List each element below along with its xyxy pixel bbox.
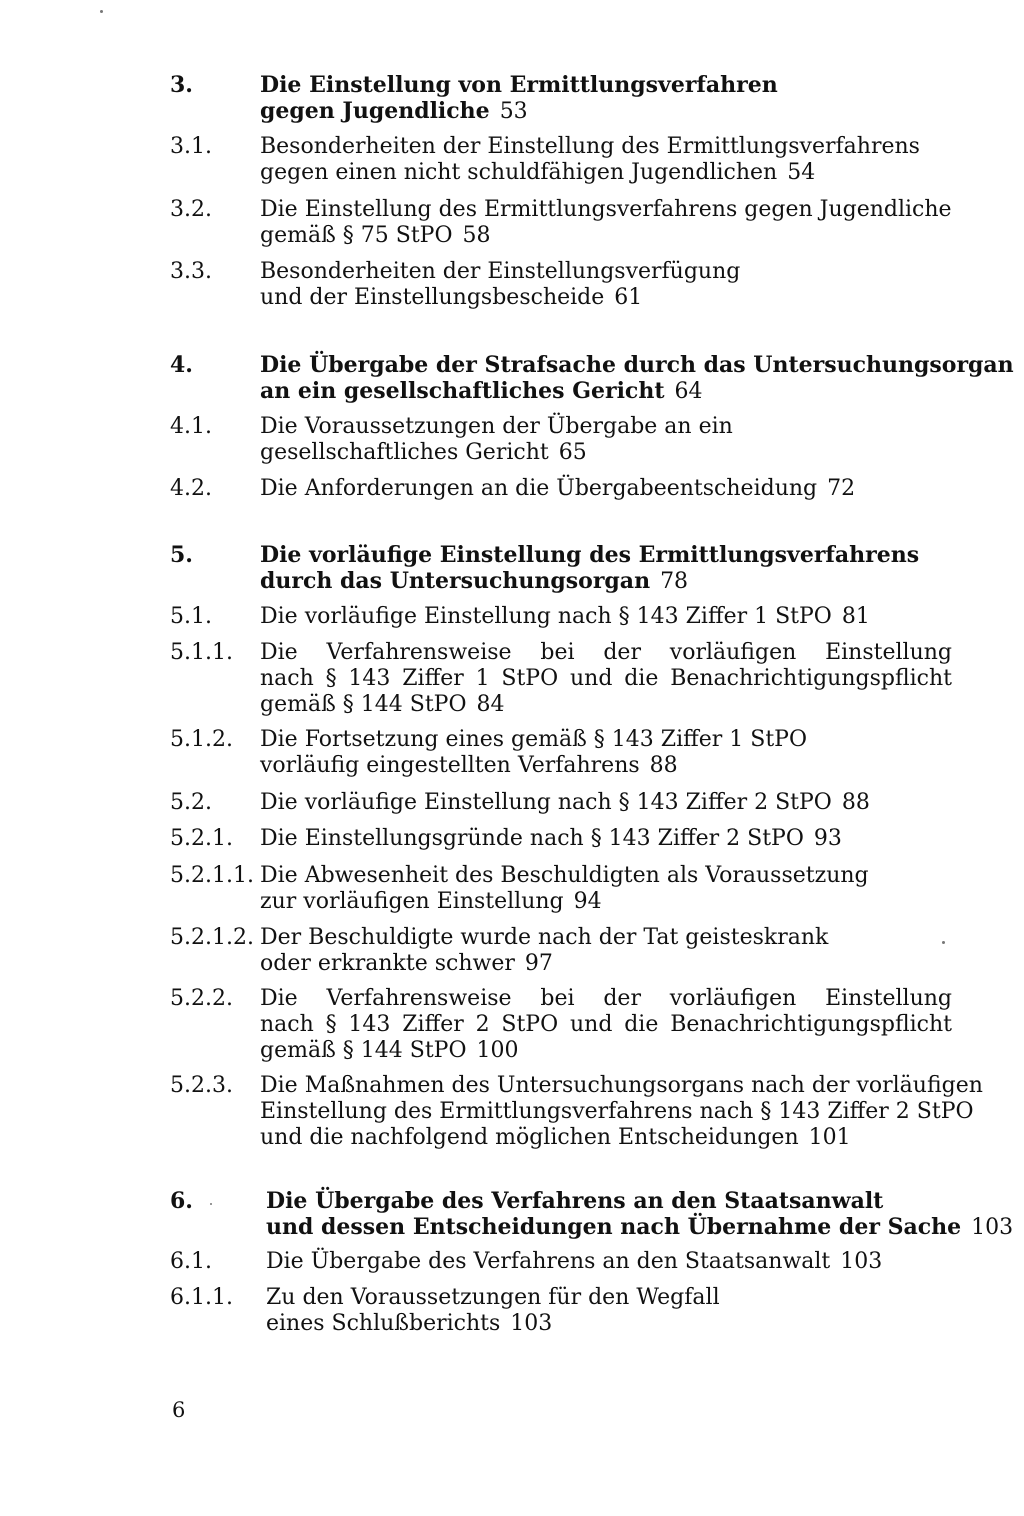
toc-title-line bbox=[260, 223, 960, 249]
toc-entry-title bbox=[260, 986, 960, 1064]
toc-title-line bbox=[260, 568, 960, 595]
toc-entry-number: 3.3. bbox=[170, 259, 212, 284]
toc-title-text: Die Anforderungen an die Übergabeentscheidung bbox=[260, 476, 818, 501]
toc-page-ref: 100 bbox=[476, 1038, 519, 1063]
toc-entry-number: 3.2. bbox=[170, 197, 212, 222]
toc-title-text: gemäß § 144 StPO bbox=[260, 692, 467, 717]
toc-page-ref: 88 bbox=[649, 753, 678, 778]
toc-title-line bbox=[260, 197, 960, 223]
toc-title-line bbox=[260, 692, 952, 718]
toc-title-text: Die vorläufige Einstellung nach § 143 Ziffer 2 StPO bbox=[260, 790, 832, 815]
toc-title-text: Die Einstellungsgründe nach § 143 Ziffer 2 StPO bbox=[260, 826, 804, 851]
toc-title-text: Die Maßnahmen des Untersuchungsorgans nach der vorläufigen bbox=[260, 1073, 983, 1098]
toc-entry-number: 5.2.3. bbox=[170, 1073, 233, 1098]
toc-title-line bbox=[260, 727, 960, 753]
toc-entry-title bbox=[266, 1285, 966, 1337]
toc-title-line bbox=[260, 666, 952, 692]
toc-title-text: Die Verfahrensweise bei der vorläufigen Einstellung bbox=[260, 986, 952, 1011]
toc-title-text: Die Voraussetzungen der Übergabe an ein bbox=[260, 414, 733, 439]
toc-title-text: und der Einstellungsbescheide bbox=[260, 285, 605, 310]
toc-title-text: Die vorläufige Einstellung des Ermittlungsverfahrens bbox=[260, 542, 920, 568]
toc-entry-title bbox=[260, 134, 960, 186]
toc-title-text: Die Verfahrensweise bei der vorläufigen Einstellung bbox=[260, 640, 952, 665]
toc-title-line bbox=[260, 889, 960, 915]
toc-title-line bbox=[260, 476, 960, 502]
toc-page-ref: 103 bbox=[510, 1311, 553, 1336]
toc-page-ref: 53 bbox=[499, 99, 528, 124]
toc-title-line bbox=[260, 98, 960, 125]
toc-title-line bbox=[260, 925, 960, 951]
toc-title-text: Die Einstellung von Ermittlungsverfahren bbox=[260, 72, 778, 98]
toc-page-ref: 54 bbox=[787, 160, 816, 185]
toc-title-text: gesellschaftliches Gericht bbox=[260, 440, 549, 465]
toc-entry-title bbox=[260, 414, 960, 466]
toc-title-line bbox=[260, 352, 1014, 378]
toc-title-line bbox=[260, 986, 952, 1012]
toc-entry-title bbox=[260, 476, 960, 502]
toc-entry-number: 6.1. bbox=[170, 1249, 212, 1274]
toc-entry-title bbox=[266, 1188, 1014, 1241]
toc-title-line bbox=[260, 378, 960, 405]
toc-title-text: gegen Jugendliche bbox=[260, 98, 490, 124]
scan-speck bbox=[942, 941, 945, 944]
toc-title-line bbox=[260, 134, 960, 160]
toc-title-text: durch das Untersuchungsorgan bbox=[260, 568, 651, 594]
toc-entry-title bbox=[260, 863, 960, 915]
toc-title-line bbox=[260, 863, 960, 889]
toc-title-text: Zu den Voraussetzungen für den Wegfall bbox=[266, 1285, 720, 1310]
toc-entry-number: 5.1.2. bbox=[170, 727, 233, 752]
toc-entry-title bbox=[260, 640, 960, 718]
page-number: 6 bbox=[172, 1398, 186, 1422]
toc-entry-number: 4.2. bbox=[170, 476, 212, 501]
toc-entry-number: 5.2.1.1. bbox=[170, 863, 254, 888]
toc-entry-number: 4.1. bbox=[170, 414, 212, 439]
toc-title-line bbox=[266, 1249, 966, 1275]
toc-entry-title bbox=[260, 826, 960, 852]
toc-entry-number: 6. bbox=[170, 1188, 193, 1214]
scan-speck bbox=[100, 10, 103, 13]
toc-title-line bbox=[260, 1099, 974, 1125]
toc-entry-number: 5.2.1.2. bbox=[170, 925, 254, 950]
toc-page-ref: 78 bbox=[660, 569, 689, 594]
toc-title-line bbox=[260, 1038, 952, 1064]
toc-entry-number: 5.2. bbox=[170, 790, 212, 815]
toc-title-text: Die Einstellung des Ermittlungsverfahrens gegen Jugendliche bbox=[260, 197, 952, 222]
toc-title-text: gemäß § 144 StPO bbox=[260, 1038, 467, 1063]
toc-title-text: und die nachfolgend möglichen Entscheidungen bbox=[260, 1125, 799, 1150]
toc-entry-title bbox=[260, 790, 960, 816]
toc-title-line bbox=[260, 604, 960, 630]
toc-title-text: Die Übergabe des Verfahrens an den Staatsanwalt bbox=[266, 1188, 884, 1214]
toc-title-text: und dessen Entscheidungen nach Übernahme der Sache bbox=[266, 1214, 962, 1240]
toc-entry-title bbox=[260, 72, 960, 125]
toc-page-ref: 88 bbox=[841, 790, 870, 815]
toc-page-ref: 72 bbox=[827, 476, 856, 501]
toc-title-line bbox=[260, 285, 960, 311]
toc-entry-number: 5.2.2. bbox=[170, 986, 233, 1011]
toc-title-line bbox=[260, 542, 960, 568]
toc-page-ref: 97 bbox=[524, 951, 553, 976]
toc-entry-number: 5.1. bbox=[170, 604, 212, 629]
toc-page-ref: 58 bbox=[462, 223, 491, 248]
toc-page-ref: 103 bbox=[971, 1215, 1014, 1240]
toc-title-text: vorläufig eingestellten Verfahrens bbox=[260, 753, 640, 778]
toc-title-text: oder erkrankte schwer bbox=[260, 951, 515, 976]
toc-title-text: Besonderheiten der Einstellung des Ermittlungsverfahrens bbox=[260, 134, 920, 159]
toc-title-line bbox=[260, 1012, 952, 1038]
toc-entry-title bbox=[260, 542, 960, 595]
toc-title-line bbox=[260, 951, 960, 977]
toc-page-ref: 101 bbox=[808, 1125, 851, 1150]
toc-title-text: zur vorläufigen Einstellung bbox=[260, 889, 564, 914]
toc-entry-title bbox=[260, 1073, 983, 1151]
toc-title-line bbox=[260, 790, 960, 816]
toc-entry-number: 4. bbox=[170, 352, 193, 378]
toc-entry-title bbox=[266, 1249, 966, 1275]
toc-title-text: nach § 143 Ziffer 2 StPO und die Benachrichtigungspflicht bbox=[260, 1012, 952, 1037]
toc-page-ref: 64 bbox=[674, 379, 703, 404]
toc-title-text: gegen einen nicht schuldfähigen Jugendlichen bbox=[260, 160, 778, 185]
toc-title-line bbox=[260, 72, 960, 98]
toc-title-line bbox=[260, 753, 960, 779]
toc-title-line bbox=[260, 160, 960, 186]
toc-page-ref: 81 bbox=[841, 604, 870, 629]
toc-title-line bbox=[260, 440, 960, 466]
toc-title-text: an ein gesellschaftliches Gericht bbox=[260, 378, 665, 404]
toc-page-ref: 103 bbox=[840, 1249, 883, 1274]
toc-page-ref: 61 bbox=[614, 285, 643, 310]
toc-entry-number: 5.2.1. bbox=[170, 826, 233, 851]
toc-entry-number: 6.1.1. bbox=[170, 1285, 233, 1310]
toc-title-line bbox=[266, 1285, 966, 1311]
toc-title-line bbox=[260, 259, 960, 285]
toc-entry-title bbox=[260, 925, 960, 977]
toc-title-text: Besonderheiten der Einstellungsverfügung bbox=[260, 259, 741, 284]
toc-title-text: Die Übergabe des Verfahrens an den Staatsanwalt bbox=[266, 1249, 831, 1274]
toc-title-line bbox=[260, 640, 952, 666]
toc-entry-title bbox=[260, 727, 960, 779]
scan-speck bbox=[210, 1203, 212, 1205]
toc-title-line bbox=[260, 414, 960, 440]
toc-title-line bbox=[260, 826, 960, 852]
toc-title-text: Die Abwesenheit des Beschuldigten als Voraussetzung bbox=[260, 863, 869, 888]
toc-page-ref: 93 bbox=[813, 826, 842, 851]
toc-title-text: Der Beschuldigte wurde nach der Tat geisteskrank bbox=[260, 925, 829, 950]
toc-title-line bbox=[266, 1311, 966, 1337]
toc-entry-title bbox=[260, 197, 960, 249]
toc-page-ref: 84 bbox=[476, 692, 505, 717]
toc-title-line bbox=[266, 1188, 966, 1214]
toc-title-text: Einstellung des Ermittlungsverfahrens nach § 143 Ziffer 2 StPO bbox=[260, 1099, 974, 1124]
toc-title-text: Die vorläufige Einstellung nach § 143 Ziffer 1 StPO bbox=[260, 604, 832, 629]
toc-title-line bbox=[260, 1125, 960, 1151]
toc-title-text: gemäß § 75 StPO bbox=[260, 223, 453, 248]
toc-title-text: eines Schlußberichts bbox=[266, 1311, 501, 1336]
toc-title-line bbox=[260, 1073, 983, 1099]
toc-entry-number: 3. bbox=[170, 72, 193, 98]
toc-entry-title bbox=[260, 352, 1014, 405]
toc-page-ref: 94 bbox=[573, 889, 602, 914]
toc-title-line bbox=[266, 1214, 1014, 1241]
toc-title-text: Die Übergabe der Strafsache durch das Untersuchungsorgan bbox=[260, 352, 1014, 378]
toc-title-text: Die Fortsetzung eines gemäß § 143 Ziffer 1 StPO bbox=[260, 727, 808, 752]
toc-entry-number: 5.1.1. bbox=[170, 640, 233, 665]
toc-entry-number: 5. bbox=[170, 542, 193, 568]
toc-entry-title bbox=[260, 604, 960, 630]
toc-entry-title bbox=[260, 259, 960, 311]
toc-page-ref: 65 bbox=[558, 440, 587, 465]
toc-title-text: nach § 143 Ziffer 1 StPO und die Benachrichtigungspflicht bbox=[260, 666, 952, 691]
toc-entry-number: 3.1. bbox=[170, 134, 212, 159]
